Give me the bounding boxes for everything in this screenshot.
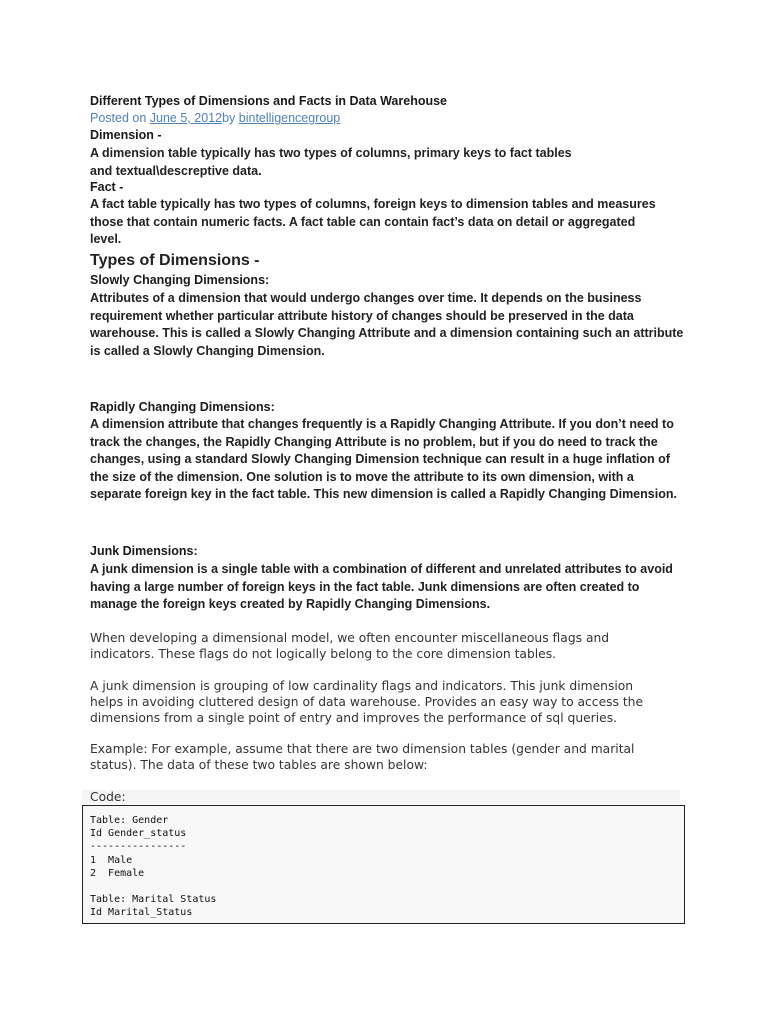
slowly-text: Attributes of a dimension that would undergo changes over time. It depends on the business requirement whether particular attribute history of changes should be preserved in the data warehouse. This is called a Slowly Changing Attribute and a dimension containing such an attribute is called a Slowly Changing Dimension. [90, 291, 684, 358]
code-label-bar [82, 790, 680, 804]
dimension-text: A dimension table typically has two types of columns, primary keys to fact tables and textual\descreptive data. [90, 146, 572, 178]
posted-on-label: Posted on [90, 111, 147, 125]
paragraph-flags: When developing a dimensional model, we often encounter miscellaneous flags and indicators. These flags do not logically belong to the core dimension tables. [90, 631, 610, 662]
post-date-link[interactable]: June 5, 2012 [149, 111, 223, 125]
code-label: Code: [90, 790, 126, 804]
post-meta [90, 110, 690, 126]
by-label: by [222, 111, 236, 125]
code-content: Table: Gender Id Gender_status ---------------- 1 Male 2 Female Table: Marital Status Id Marital_Status [90, 815, 217, 919]
fact-heading: Fact - [90, 180, 124, 194]
code-block [82, 805, 685, 924]
types-heading: Types of Dimensions - [90, 252, 260, 269]
paragraph-example: Example: For example, assume that there are two dimension tables (gender and marital status). The data of these two tables are shown below: [90, 742, 635, 773]
dimension-heading: Dimension - [90, 128, 162, 142]
author-link[interactable]: bintelligencegroup [238, 111, 341, 125]
junk-text: A junk dimension is a single table with a combination of different and unrelated attributes to avoid having a large number of foreign keys in the fact table. Junk dimensions are often created to manage the foreign keys created by Rapidly Changing Dimensions. [90, 562, 673, 611]
slowly-heading: Slowly Changing Dimensions: [90, 273, 270, 287]
rapidly-text: A dimension attribute that changes frequently is a Rapidly Changing Attribute. If you don’t need to track the changes, the Rapidly Changing Attribute is no problem, but if you do need to track the changes, using a standard Slowly Changing Dimension technique can result in a huge inflation of the size of the dimension. One solution is to move the attribute to its own dimension, with a separate foreign key in the fact table. This new dimension is called a Rapidly Changing Dimension. [90, 417, 677, 501]
junk-heading: Junk Dimensions: [90, 544, 198, 558]
post-title: Different Types of Dimensions and Facts in Data Warehouse [90, 94, 448, 108]
paragraph-junk-definition: A junk dimension is grouping of low cardinality flags and indicators. This junk dimension helps in avoiding cluttered design of data warehouse. Provides an easy way to access the dimensions from a single point of entry and improves the performance of sql queries. [90, 679, 644, 726]
rapidly-heading: Rapidly Changing Dimensions: [90, 400, 275, 414]
fact-text: A fact table typically has two types of columns, foreign keys to dimension tables and measures those that contain numeric facts. A fact table can contain fact’s data on detail or aggregated level. [90, 197, 656, 246]
